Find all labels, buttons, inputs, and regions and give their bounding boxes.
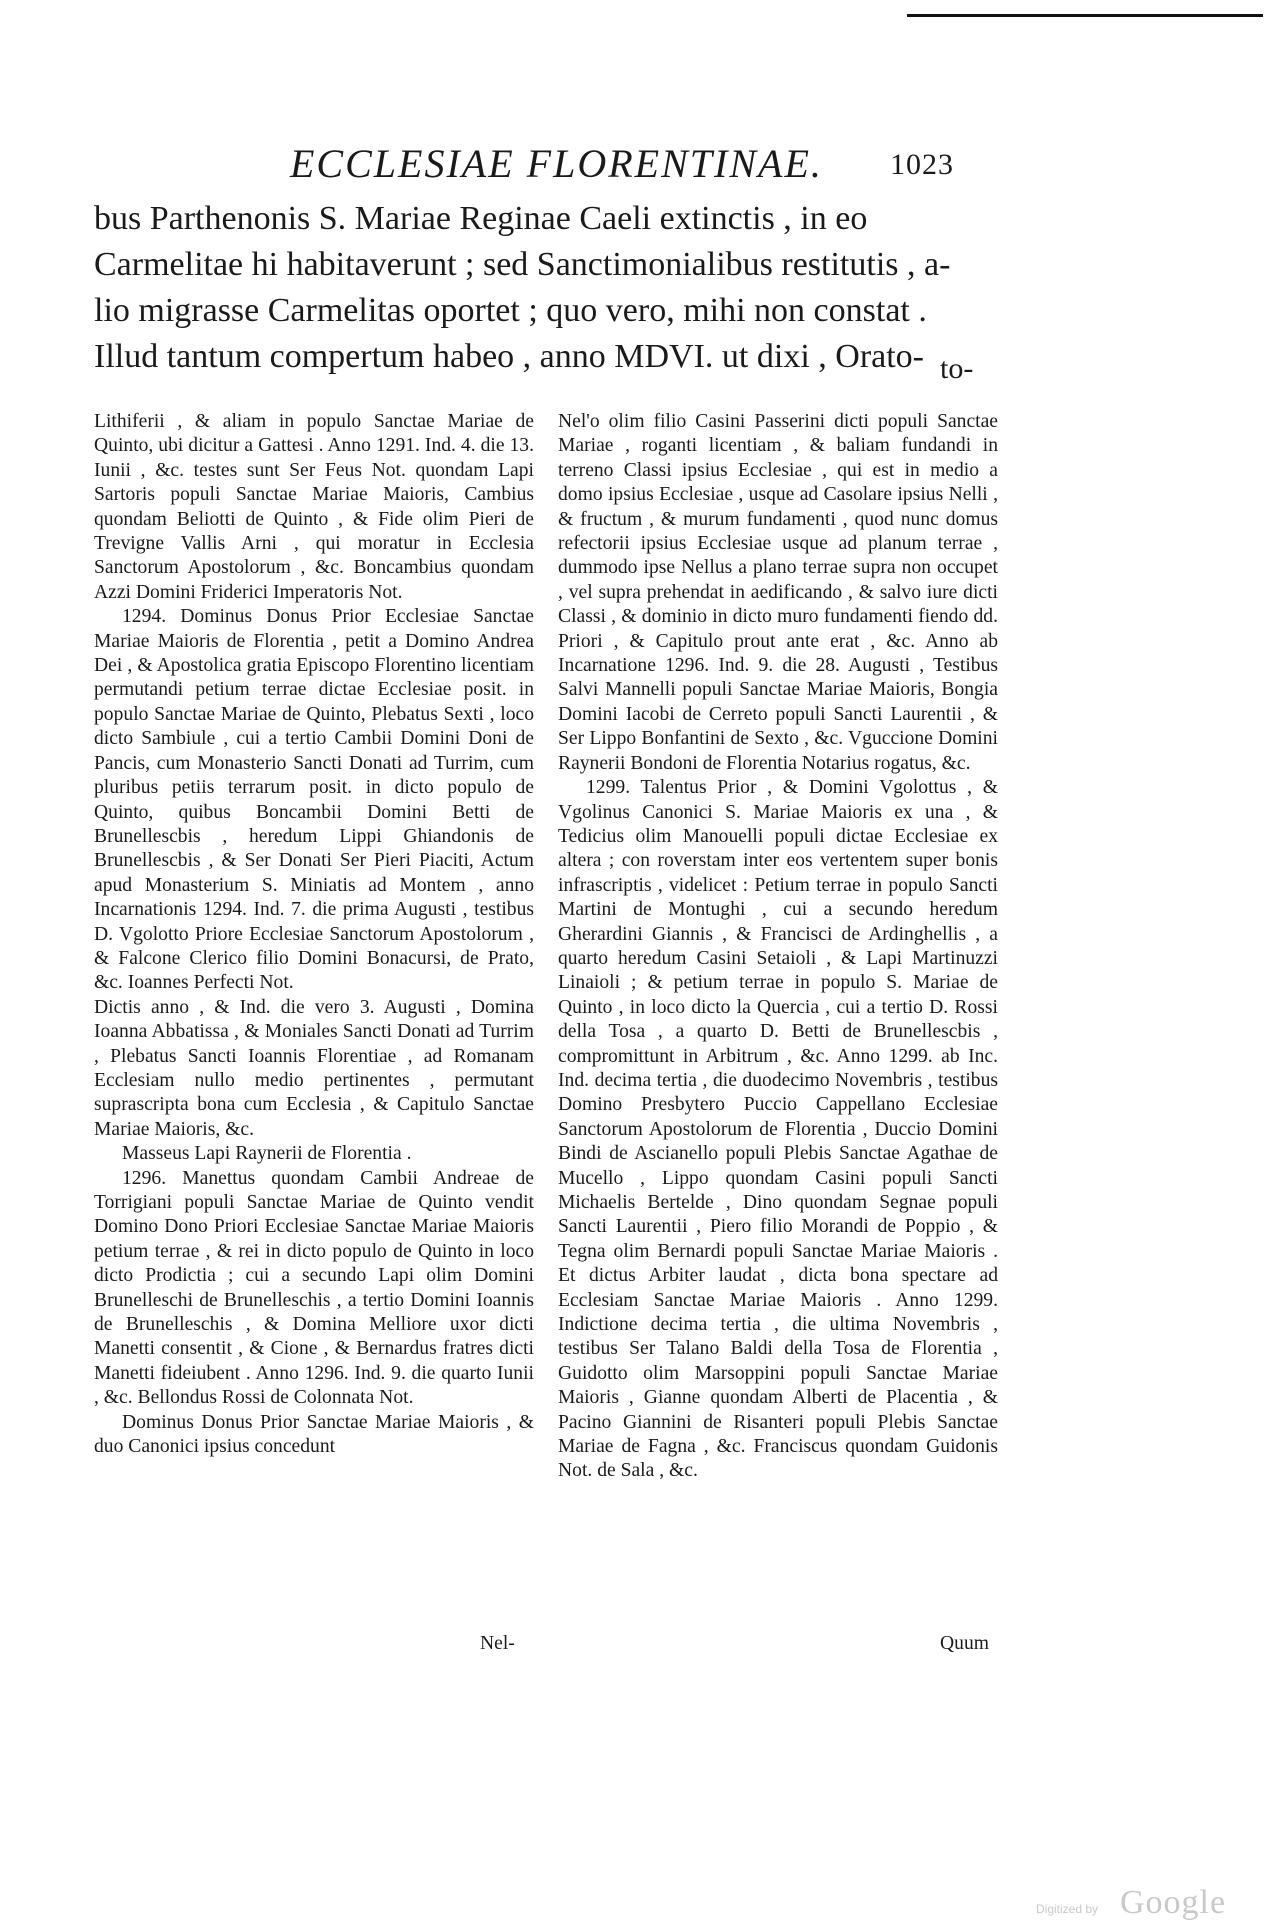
right-paragraph: 1299. Talentus Prior , & Domini Vgolottus , & Vgolinus Canonici S. Mariae Maioris ex una , & Tedicius olim Manouelli populi dictae Ecclesiae ex altera ; con roverstam inter eos vertentem super bonis infrascriptis , videlicet : Petium terrae in populo Sancti Martini de Montughi , cui a secundo heredum Gherardini Giannis , & Francisci de Ardinghellis , a quarto heredum Casini Setaioli , & Lapi Martinuzzi Linaioli ; & petium terrae in populo S. Mariae de Quinto , in loco dicto la Quercia , cui a tertio D. Rossi della Tosa , a quarto D. Betti de Brunellescbis , compromittunt in Arbitrum , &c. Anno 1299. ab Inc. Ind. decima tertia , die duodecimo Novembris , testibus Domino Presbytero Puccio Cappellano Ecclesiae Sanctorum Apostolorum de Florentia , Duccio Domini Bindi de Ascianello populi Plebis Sanctae Agathae de Mucello , Lippo quondam Casini populi Sancti Michaelis Bertelde , Dino quondam Segnae populi Sancti Laurentii , Piero filio Morandi de Poppio , & Tegna olim Bernardi populi Sanctae Mariae Maioris . Et dictus Arbiter laudat , dicta bona spectare ad Ecclesiam Sanctae Mariae Maioris . Anno 1299. Indictione decima tertia , die ultima Novembris , testibus Ser Talano Baldi della Tosa de Florentia , Guidotto olim Marsoppini populi Sanctae Mariae Maioris , Gianne quondam Alberti de Placentia , & Pacino Giannini de Risanteri populi Plebis Sanctae Mariae de Fagna , &c. Franciscus quondam Guidonis Not. de Sala , &c. [558,777,998,1482]
right-catchword: Quum [940,1633,989,1654]
left-paragraph: Dominus Donus Prior Sanctae Mariae Maioris , & duo Canonici ipsius concedunt [94,1411,534,1458]
page-number: 1023 [890,148,954,181]
right-paragraph: Nel'o olim filio Casini Passerini dicti populi Sanctae Mariae , roganti licentiam , & baliam fundandi in terreno Classi ipsius Ecclesiae , qui est in medio a domo ipsius Ecclesiae , usque ad Casolare ipsius Nelli , & fructum , & murum fundamenti , quod nunc domus refectorii ipsius Ecclesiae usque ad planum terrae , dummodo ipse Nellus a plano terrae supra non occupet , vel supra prehendat in aedificando , & salvo iure dicti Classi , & dominio in dicto muro fundamenti fiendo dd. Priori , & Capitulo prout ante erat , &c. Anno ab Incarnatione 1296. Ind. 9. die 28. Augusti , Testibus Salvi Mannelli populi Sanctae Mariae Maioris, Bongia Domini Iacobi de Cerreto populi Sancti Laurentii , & Ser Lippo Bonfantini de Sexto , &c. Vguccione Domini Raynerii Bondoni de Florentia Notarius rogatus, &c. [558,411,998,774]
running-head: ECCLESIAE FLORENTINAE. [290,141,823,186]
google-watermark [1036,1884,1256,1922]
top-rule [907,14,1263,17]
lead-catchword: to- [940,352,974,385]
left-paragraph: 1296. Manettus quondam Cambii Andreae de Torrigiani populi Sanctae Mariae de Quinto vendit Domino Dono Priori Ecclesiae Sanctae Mariae Maioris petium terrae , & rei in dicto populo de Quinto in loco dicto Prodictia ; cui a secundo Lapi olim Domini Brunelleschi de Brunelleschis , a tertio Domini Ioannis de Brunelleschis , & Domina Melliore uxor dicti Manetti consentit , & Cione , & Bernardus fratres dicti Manetti fideiubent . Anno 1296. Ind. 9. die quarto Iunii , &c. Bellondus Rossi de Colonnata Not. [94,1167,534,1409]
lead-line: bus Parthenonis S. Mariae Reginae Caeli extinctis , in eo [94,200,868,237]
left-column [94,410,534,1459]
lead-paragraph [94,196,1040,380]
lead-line: Carmelitae hi habitaverunt ; sed Sanctimonialibus restitutis , a- [94,246,951,283]
left-paragraph: Masseus Lapi Raynerii de Florentia . [122,1143,412,1165]
left-paragraph: Lithiferii , & aliam in populo Sanctae Mariae de Quinto, ubi dicitur a Gattesi . Anno 1291. Ind. 4. die 13. Iunii , &c. testes sunt Ser Feus Not. quondam Lapi Sartoris populi Sanctae Mariae Maioris, Cambius quondam Beliotti de Quinto , & Fide olim Pieri de Trevigne Vallis Arni , qui moratur in Ecclesia Sanctorum Apostolorum , &c. Boncambius quondam Azzi Domini Friderici Imperatoris Not. [94,411,534,603]
right-column [558,410,998,1484]
left-paragraph: Dictis anno , & Ind. die vero 3. Augusti , Domina Ioanna Abbatissa , & Moniales Sancti Donati ad Turrim , Plebatus Sancti Ioannis Florentiae , ad Romanam Ecclesiam nullo medio pertinentes , permutant suprascripta bona cum Ecclesia , & Capitulo Sanctae Mariae Maioris, &c. [94,996,534,1140]
lead-line: Illud tantum compertum habeo , anno MDVI. ut dixi , Orato- [94,338,924,375]
lead-line: lio migrasse Carmelitas oportet ; quo vero, mihi non constat . [94,292,927,329]
watermark-small-text: Digitized by [1036,1902,1099,1916]
watermark-brand: Google [1120,1884,1227,1921]
left-catchword: Nel- [480,1633,515,1654]
left-paragraph: 1294. Dominus Donus Prior Ecclesiae Sanctae Mariae Maioris de Florentia , petit a Domino Andrea Dei , & Apostolica gratia Episcopo Florentino licentiam permutandi petium terrae dictae Ecclesiae posit. in populo Sanctae Mariae de Quinto, Plebatus Sexti , loco dicto Sambiule , cui a tertio Cambii Domini Doni de Pancis, cum Monasterio Sancti Donati ad Turrim, cum pluribus petiis terrarum posit. in dicto populo de Quinto, quibus Boncambii Domini Betti de Brunellescbis , heredum Lippi Ghiandonis de Brunellescbis , & Ser Donati Ser Pieri Piaciti, Actum apud Monasterium S. Miniatis ad Montem , anno Incarnationis 1294. Ind. 7. die prima Augusti , testibus D. Vgolotto Priore Ecclesiae Sanctorum Apostolorum , & Falcone Clerico filio Domini Bonacursi, de Prato, &c. Ioannes Perfecti Not. [94,606,534,994]
